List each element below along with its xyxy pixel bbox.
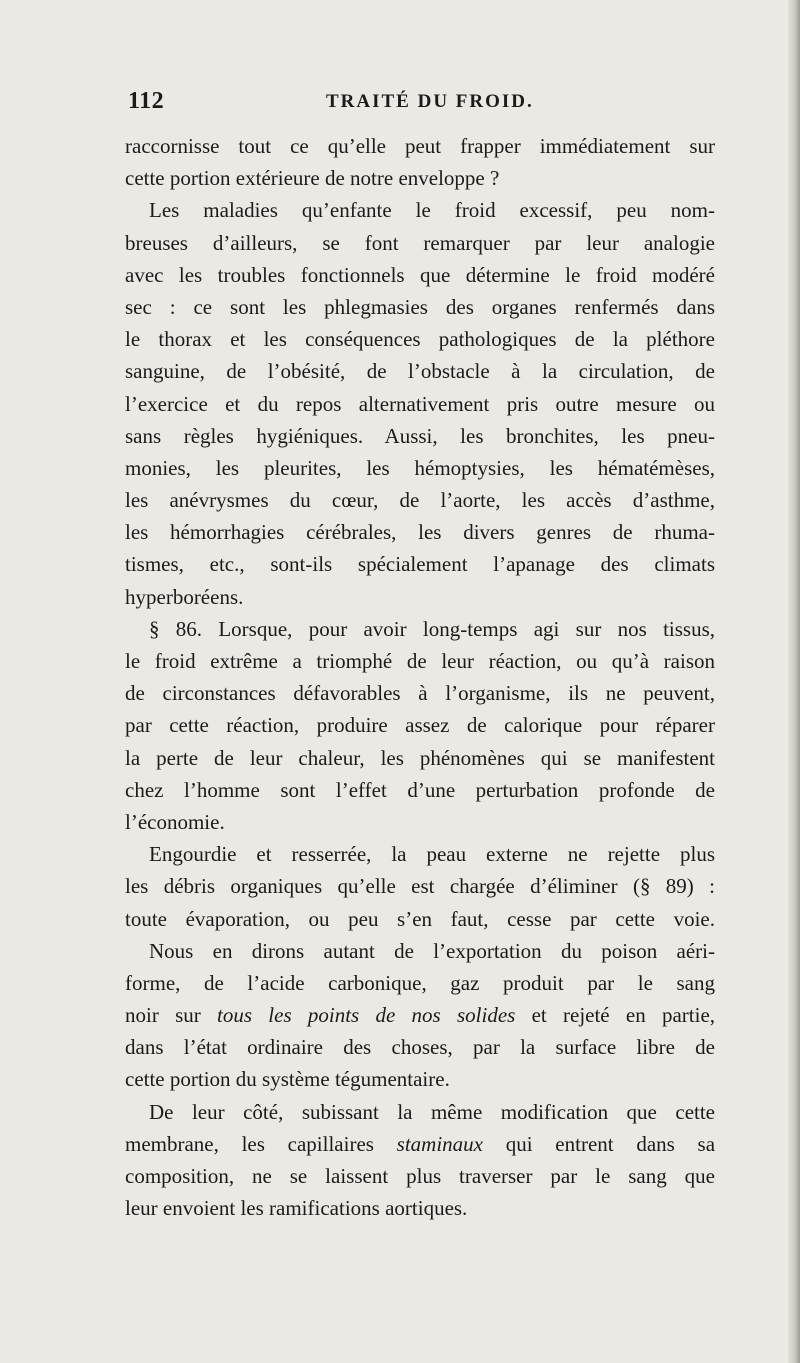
- page-header: [128, 88, 712, 118]
- text-line: § 86. Lorsque, pour avoir long-temps agi sur nos tissus,: [149, 616, 715, 641]
- text-line: toute évaporation, ou peu s’en faut, cesse par cette voie.: [125, 906, 715, 931]
- italic-word: staminaux: [396, 1131, 483, 1156]
- page-edge-shadow: [788, 0, 800, 1363]
- text-line: forme, de l’acide carbonique, gaz produit par le sang: [125, 970, 715, 995]
- text-line: l’économie.: [125, 809, 225, 834]
- page-number: 112: [128, 88, 165, 114]
- text-line: leur envoient les ramifications aortiques.: [125, 1196, 468, 1221]
- text-line: les anévrysmes du cœur, de l’aorte, les accès d’asthme,: [125, 488, 715, 513]
- text-line: sanguine, de l’obésité, de l’obstacle à la circulation, de: [125, 359, 715, 384]
- text-line: le froid extrême a triomphé de leur réaction, ou qu’à raison: [125, 649, 715, 673]
- text-line: Les maladies qu’enfante le froid excessif, peu nom-: [149, 198, 715, 223]
- text-line: Engourdie et resserrée, la peau externe ne rejette plus: [149, 842, 715, 867]
- body-text: [125, 130, 715, 1224]
- text-line: raccornisse tout ce qu’elle peut frapper immédiatement sur: [125, 134, 715, 158]
- text-line: dans l’état ordinaire des choses, par la surface libre de: [125, 1035, 715, 1060]
- running-title: TRAITÉ DU FROID.: [326, 91, 534, 112]
- text-line: de circonstances défavorables à l’organisme, ils ne peuvent,: [125, 681, 715, 706]
- text-line: les débris organiques qu’elle est chargée d’éliminer (§ 89) :: [125, 874, 715, 899]
- text-line: sans règles hygiéniques. Aussi, les bronchites, les pneu-: [125, 423, 715, 448]
- text-segment: membrane, les capillaires: [125, 1131, 374, 1156]
- text-segment: qui entrent dans sa: [505, 1131, 716, 1156]
- italic-phrase: tous les points de nos solides: [217, 1003, 516, 1028]
- text-line: sec : ce sont les phlegmasies des organes renfermés dans: [125, 294, 715, 319]
- text-line: Nous en dirons autant de l’exportation du poison aéri-: [149, 938, 715, 963]
- text-line: la perte de leur chaleur, les phénomènes qui se manifestent: [125, 745, 715, 770]
- text-line: par cette réaction, produire assez de calorique pour réparer: [125, 713, 715, 738]
- text-line-with-italic: [125, 999, 715, 1031]
- text-line-with-italic: [125, 1128, 715, 1160]
- text-line: tismes, etc., sont-ils spécialement l’apanage des climats: [125, 552, 715, 577]
- text-line: cette portion extérieure de notre enveloppe ?: [125, 166, 500, 191]
- text-line: les hémorrhagies cérébrales, les divers genres de rhuma-: [125, 520, 715, 545]
- text-segment: et rejeté en partie,: [531, 1003, 716, 1028]
- text-line: le thorax et les conséquences pathologiques de la pléthore: [125, 327, 715, 352]
- text-line: composition, ne se laissent plus traverser par le sang que: [125, 1164, 715, 1188]
- text-line: De leur côté, subissant la même modification que cette: [149, 1099, 715, 1124]
- text-line: breuses d’ailleurs, se font remarquer par leur analogie: [125, 230, 715, 255]
- text-line: chez l’homme sont l’effet d’une perturbation profonde de: [125, 777, 715, 802]
- text-line: l’exercice et du repos alternativement pris outre mesure ou: [125, 391, 715, 416]
- text-line: cette portion du système tégumentaire.: [125, 1067, 450, 1092]
- text-segment: noir sur: [125, 1003, 201, 1028]
- text-line: monies, les pleurites, les hémoptysies, les hématémèses,: [125, 455, 715, 480]
- text-line: hyperboréens.: [125, 584, 244, 609]
- text-line: avec les troubles fonctionnels que détermine le froid modéré: [125, 262, 715, 287]
